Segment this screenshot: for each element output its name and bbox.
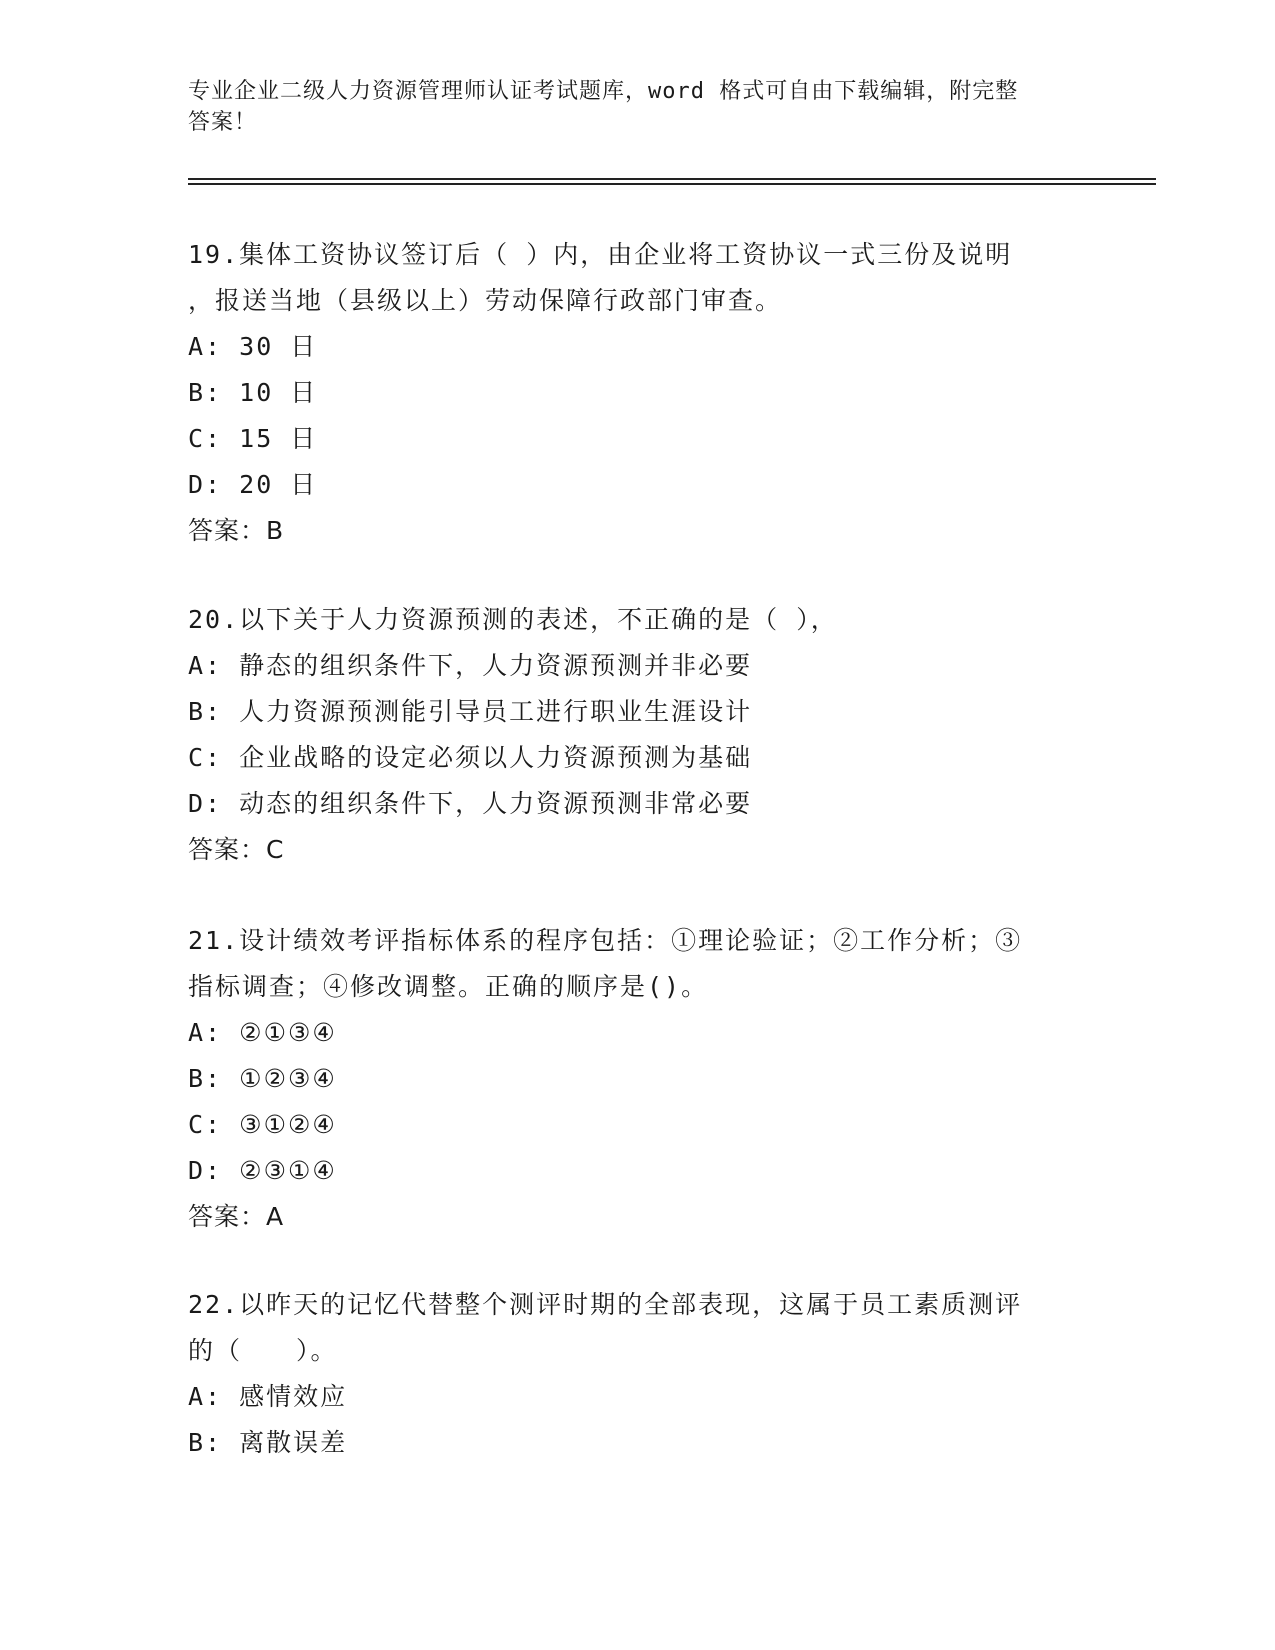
question-19 [188, 232, 1088, 554]
header-divider-bottom [188, 183, 1156, 185]
header-line-1: 专业企业二级人力资源管理师认证考试题库，word 格式可自由下载编辑，附完整 [188, 79, 1019, 104]
option-b: B: 离散误差 [188, 1428, 348, 1457]
option-d: D: ②③①④ [188, 1156, 337, 1185]
question-stem-line: 指标调查；④修改调整。正确的顺序是()。 [188, 972, 709, 1001]
question-20 [188, 597, 1088, 873]
option-d: D: 20 日 [188, 470, 318, 499]
question-22 [188, 1282, 1088, 1466]
question-stem-line: ，报送当地（县级以上）劳动保障行政部门审查。 [188, 286, 783, 315]
option-c: C: ③①②④ [188, 1110, 337, 1139]
option-a: A: ②①③④ [188, 1018, 337, 1047]
option-c: C: 企业战略的设定必须以人力资源预测为基础 [188, 743, 753, 772]
question-stem-line: 19.集体工资协议签订后（ ）内，由企业将工资协议一式三份及说明 [188, 240, 1013, 269]
option-b: B: ①②③④ [188, 1064, 337, 1093]
option-b: B: 10 日 [188, 378, 318, 407]
option-b: B: 人力资源预测能引导员工进行职业生涯设计 [188, 697, 753, 726]
header-line-2: 答案！ [188, 110, 258, 135]
question-stem-line: 21.设计绩效考评指标体系的程序包括：①理论验证；②工作分析；③ [188, 926, 1023, 955]
answer-line: 答案：B [188, 516, 285, 545]
header-divider-top [188, 178, 1156, 180]
option-a: A: 30 日 [188, 332, 318, 361]
option-d: D: 动态的组织条件下，人力资源预测非常必要 [188, 789, 753, 818]
question-stem-line: 20.以下关于人力资源预测的表述，不正确的是（ ）， [188, 605, 838, 634]
option-a: A: 感情效应 [188, 1382, 348, 1411]
document-header [188, 76, 1088, 138]
answer-line: 答案：C [188, 835, 285, 864]
option-c: C: 15 日 [188, 424, 318, 453]
question-21 [188, 918, 1088, 1240]
answer-line: 答案：A [188, 1202, 285, 1231]
option-a: A: 静态的组织条件下，人力资源预测并非必要 [188, 651, 753, 680]
question-stem-line: 的（ ）。 [188, 1336, 338, 1365]
question-stem-line: 22.以昨天的记忆代替整个测评时期的全部表现，这属于员工素质测评 [188, 1290, 1023, 1319]
